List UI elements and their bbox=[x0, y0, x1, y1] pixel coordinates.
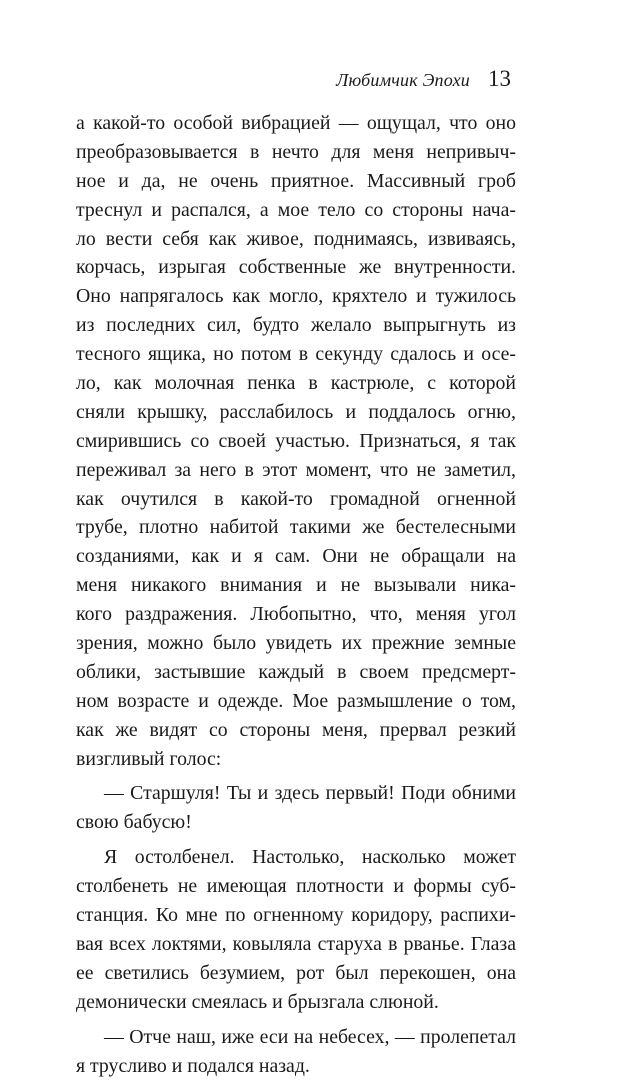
text-line: ее светились безумием, рот был перекошен, она bbox=[76, 959, 516, 988]
text-line: созданиями, как и я сам. Они не обращали на bbox=[76, 542, 516, 571]
text-line: сняли крышку, расслабилось и поддалось огню, bbox=[76, 398, 516, 427]
text-line: а какой-то особой вибрацией — ощущал, что оно bbox=[76, 109, 516, 138]
page-number: 13 bbox=[488, 66, 511, 92]
text-line: вая всех локтями, ковыляла старуха в рванье. Глаза bbox=[76, 930, 516, 959]
running-title: Любимчик Эпохи bbox=[336, 70, 470, 91]
text-line: ло вести себя как живое, поднимаясь, извиваясь, bbox=[76, 225, 516, 254]
text-line: переживал за него в этот момент, что не заметил, bbox=[76, 456, 516, 485]
text-line: корчась, изрыгая собственные же внутренности. bbox=[76, 253, 516, 282]
text-line: кого раздражения. Любопытно, что, меняя угол bbox=[76, 600, 516, 629]
text-line: как же видят со стороны меня, прервал резкий bbox=[76, 716, 516, 745]
text-line: свою бабусю! bbox=[76, 808, 516, 837]
text-line: смирившись со своей участью. Признаться, я так bbox=[76, 427, 516, 456]
body-text bbox=[76, 109, 516, 1080]
text-line: меня никакого внимания и не вызывали ника- bbox=[76, 571, 516, 600]
text-line: ло, как молочная пенка в кастрюле, с которой bbox=[76, 369, 516, 398]
text-line: треснул и распался, а мое тело со стороны нача- bbox=[76, 196, 516, 225]
text-line: ном возрасте и одежде. Мое размышление о том, bbox=[76, 687, 516, 716]
text-line: как очутился в какой-то громадной огненной bbox=[76, 485, 516, 514]
running-head bbox=[336, 66, 511, 92]
text-line: — Отче наш, иже еси на небесех, — пролепетал bbox=[76, 1023, 516, 1052]
text-line: тесного ящика, но потом в секунду сдалось и осе- bbox=[76, 340, 516, 369]
text-line: я трусливо и подался назад. bbox=[76, 1052, 516, 1080]
text-line: демонически смеялась и брызгала слюной. bbox=[76, 988, 516, 1017]
text-line: облики, застывшие каждый в своем предсмерт- bbox=[76, 658, 516, 687]
text-line: визгливый голос: bbox=[76, 745, 516, 774]
paragraph bbox=[76, 843, 516, 1016]
text-line: — Старшуля! Ты и здесь первый! Поди обними bbox=[76, 779, 516, 808]
text-line: трубе, плотно набитой такими же бестелесными bbox=[76, 513, 516, 542]
paragraph bbox=[76, 109, 516, 773]
paragraph bbox=[76, 779, 516, 837]
paragraph bbox=[76, 1023, 516, 1080]
text-line: ное и да, не очень приятное. Массивный гроб bbox=[76, 167, 516, 196]
text-line: столбенеть не имеющая плотности и формы суб- bbox=[76, 872, 516, 901]
text-line: Оно напрягалось как могло, кряхтело и тужилось bbox=[76, 282, 516, 311]
text-line: зрения, можно было увидеть их прежние земные bbox=[76, 629, 516, 658]
text-line: из последних сил, будто желало выпрыгнуть из bbox=[76, 311, 516, 340]
text-line: Я остолбенел. Настолько, насколько может bbox=[76, 843, 516, 872]
text-line: преобразовывается в нечто для меня непривыч- bbox=[76, 138, 516, 167]
text-line: станция. Ко мне по огненному коридору, распихи- bbox=[76, 901, 516, 930]
